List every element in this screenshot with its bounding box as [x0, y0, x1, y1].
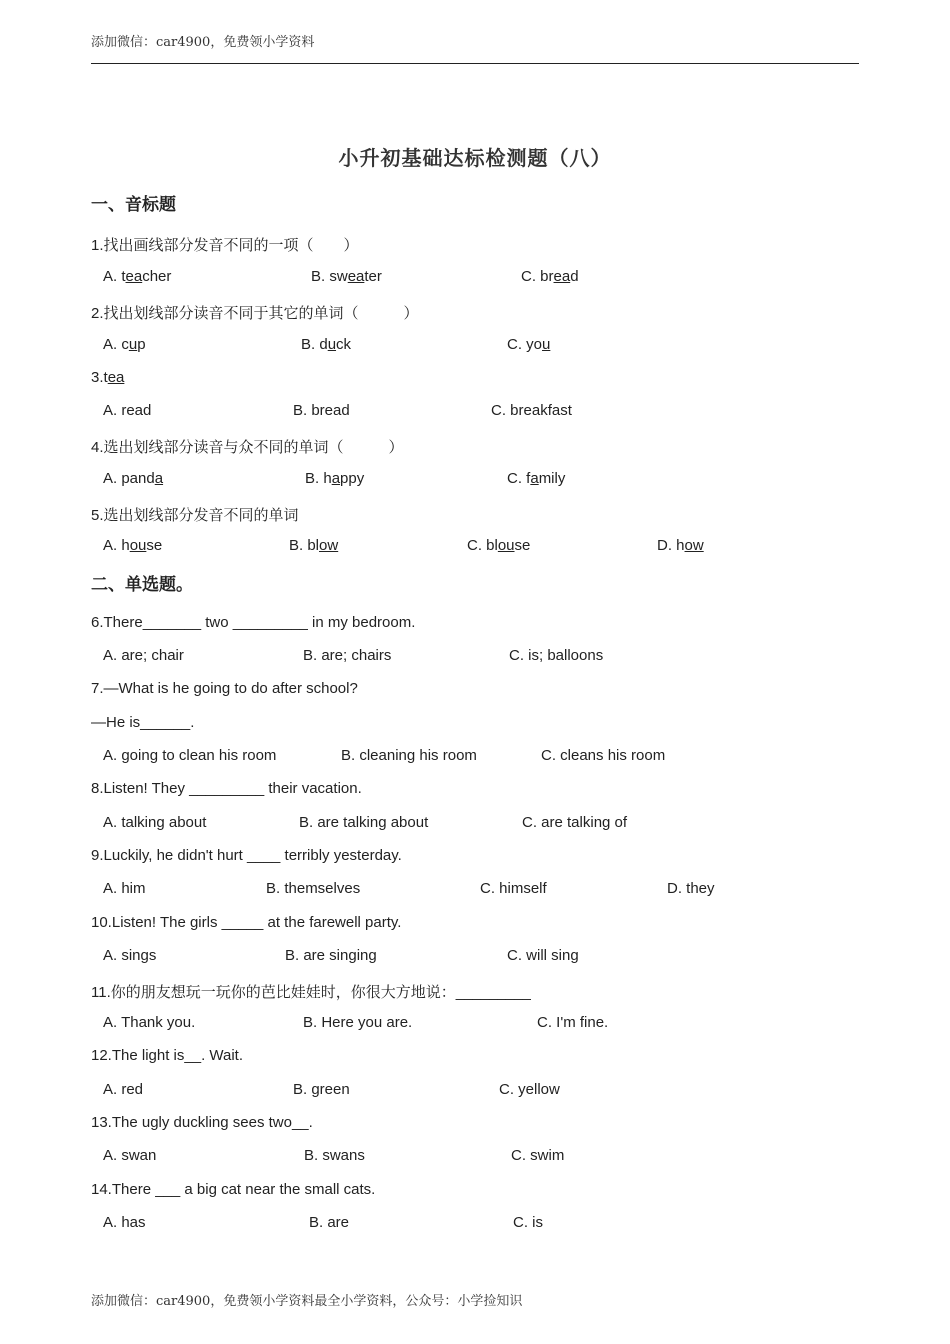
q9-option-c: C. himself [480, 880, 547, 897]
q4-option-b: B. happy [305, 470, 365, 487]
question-4: 4.选出划线部分读音与众不同的单词（ ） [91, 439, 404, 456]
q1-option-a: A. teacher [103, 268, 172, 285]
q9-option-a: A. him [103, 880, 146, 897]
q7-option-b: B. cleaning his room [341, 747, 477, 764]
q7-option-c: C. cleans his room [541, 747, 666, 764]
q10-option-b: B. are singing [285, 947, 377, 964]
section-heading-multiple-choice: 二、单选题。 [91, 575, 193, 595]
question-12: 12.The light is__. Wait. [91, 1047, 244, 1064]
q11-option-b: B. Here you are. [303, 1014, 413, 1031]
question-8: 8.Listen! They _________ their vacation. [91, 780, 362, 797]
q12-option-b: B. green [293, 1081, 350, 1098]
q8-option-a: A. talking about [103, 814, 207, 831]
q2-option-a: A. cup [103, 336, 146, 353]
q3-option-b: B. bread [293, 402, 350, 419]
question-1: 1.找出画线部分发音不同的一项（ ） [91, 237, 359, 254]
page-footer: 添加微信：car4900，免费领小学资料最全小学资料，公众号：小学捡知识 [91, 1294, 523, 1309]
question-14: 14.There ___ a big cat near the small cats. [91, 1181, 376, 1198]
q9-option-d: D. they [667, 880, 715, 897]
q11-option-c: C. I'm fine. [537, 1014, 609, 1031]
q10-option-c: C. will sing [507, 947, 579, 964]
question-10: 10.Listen! The girls _____ at the farewell party. [91, 914, 402, 931]
q13-option-a: A. swan [103, 1147, 157, 1164]
q12-option-a: A. red [103, 1081, 144, 1098]
q8-option-c: C. are talking of [522, 814, 628, 831]
q13-option-c: C. swim [511, 1147, 565, 1164]
q11-option-a: A. Thank you. [103, 1014, 196, 1031]
question-2: 2.找出划线部分读音不同于其它的单词（ ） [91, 305, 419, 322]
q1-option-c: C. bread [521, 268, 579, 285]
q6-option-b: B. are; chairs [303, 647, 392, 664]
q5-option-c: C. blouse [467, 537, 531, 554]
header-divider [91, 63, 859, 64]
q12-option-c: C. yellow [499, 1081, 560, 1098]
q8-option-b: B. are talking about [299, 814, 429, 831]
q3-option-a: A. read [103, 402, 152, 419]
question-13: 13.The ugly duckling sees two__. [91, 1114, 313, 1131]
section-heading-phonetics: 一、音标题 [91, 195, 176, 215]
q14-option-c: C. is [513, 1214, 543, 1231]
q14-option-b: B. are [309, 1214, 350, 1231]
question-11: 11.你的朋友想玩一玩你的芭比娃娃时，你很大方地说：_________ [91, 984, 531, 1001]
q5-option-b: B. blow [289, 537, 339, 554]
question-7: 7.—What is he going to do after school? [91, 680, 358, 697]
q1-option-b: B. sweater [311, 268, 382, 285]
q4-option-a: A. panda [103, 470, 164, 487]
q14-option-a: A. has [103, 1214, 146, 1231]
q4-option-c: C. family [507, 470, 566, 487]
question-5: 5.选出划线部分发音不同的单词 [91, 507, 299, 524]
question-3: 3.tea [91, 369, 125, 386]
question-7-answer-line: —He is______. [91, 714, 195, 731]
q6-option-c: C. is; balloons [509, 647, 604, 664]
q2-option-b: B. duck [301, 336, 352, 353]
question-6: 6.There_______ two _________ in my bedroom. [91, 614, 416, 631]
q5-option-d: D. how [657, 537, 704, 554]
q7-option-a: A. going to clean his room [103, 747, 277, 764]
q5-option-a: A. house [103, 537, 163, 554]
question-9: 9.Luckily, he didn't hurt ____ terribly yesterday. [91, 847, 402, 864]
q3-option-c: C. breakfast [491, 402, 572, 419]
q10-option-a: A. sings [103, 947, 157, 964]
q9-option-b: B. themselves [266, 880, 361, 897]
q2-option-c: C. you [507, 336, 551, 353]
page-header: 添加微信：car4900，免费领小学资料 [91, 35, 315, 50]
document-title: 小升初基础达标检测题（八） [338, 146, 612, 170]
q13-option-b: B. swans [304, 1147, 365, 1164]
q6-option-a: A. are; chair [103, 647, 184, 664]
